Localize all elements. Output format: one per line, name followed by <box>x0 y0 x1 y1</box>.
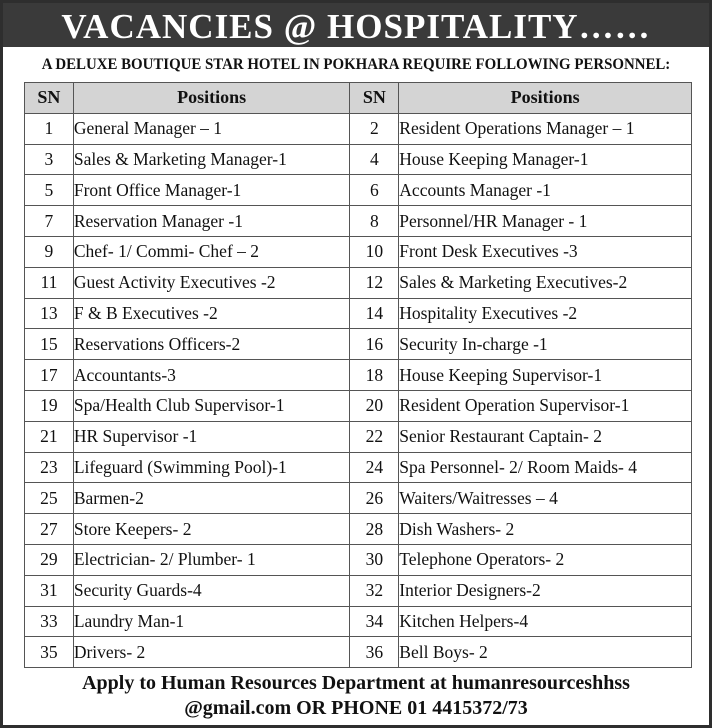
position-cell: Electrician- 2/ Plumber- 1 <box>73 544 350 575</box>
table-row <box>25 175 692 206</box>
table-row <box>25 514 692 545</box>
sn-cell: 7 <box>25 206 74 237</box>
position-cell: Hospitality Executives -2 <box>399 298 692 329</box>
sn-cell: 10 <box>350 236 399 267</box>
sn-cell: 22 <box>350 421 399 452</box>
position-cell: Interior Designers-2 <box>399 575 692 606</box>
vacancies-table <box>24 82 692 668</box>
sn-cell: 3 <box>25 144 74 175</box>
position-cell: General Manager – 1 <box>73 113 350 144</box>
sn-cell: 28 <box>350 514 399 545</box>
sn-cell: 18 <box>350 360 399 391</box>
position-cell: Dish Washers- 2 <box>399 514 692 545</box>
position-cell: Laundry Man-1 <box>73 606 350 637</box>
footer-line-2: @gmail.com OR PHONE 01 4415372/73 <box>184 697 528 719</box>
sn-cell: 24 <box>350 452 399 483</box>
position-cell: Chef- 1/ Commi- Chef – 2 <box>73 236 350 267</box>
position-cell: Kitchen Helpers-4 <box>399 606 692 637</box>
position-cell: Reservations Officers-2 <box>73 329 350 360</box>
position-cell: Reservation Manager -1 <box>73 206 350 237</box>
table-row <box>25 144 692 175</box>
contact-footer <box>3 671 709 721</box>
table-row <box>25 575 692 606</box>
position-cell: Sales & Marketing Executives-2 <box>399 267 692 298</box>
position-cell: Security Guards-4 <box>73 575 350 606</box>
position-cell: Personnel/HR Manager - 1 <box>399 206 692 237</box>
sn-cell: 23 <box>25 452 74 483</box>
sn-cell: 9 <box>25 236 74 267</box>
sn-cell: 33 <box>25 606 74 637</box>
position-cell: Waiters/Waitresses – 4 <box>399 483 692 514</box>
table-row <box>25 113 692 144</box>
position-cell: Guest Activity Executives -2 <box>73 267 350 298</box>
table-row <box>25 298 692 329</box>
position-cell: Spa Personnel- 2/ Room Maids- 4 <box>399 452 692 483</box>
position-cell: Sales & Marketing Manager-1 <box>73 144 350 175</box>
sn-cell: 20 <box>350 390 399 421</box>
table-row <box>25 421 692 452</box>
sn-cell: 4 <box>350 144 399 175</box>
position-cell: F & B Executives -2 <box>73 298 350 329</box>
position-cell: Bell Boys- 2 <box>399 637 692 668</box>
table-row <box>25 483 692 514</box>
table-header-row <box>25 83 692 114</box>
position-cell: Security In-charge -1 <box>399 329 692 360</box>
sn-cell: 30 <box>350 544 399 575</box>
header-sn: SN <box>25 83 74 114</box>
position-cell: Store Keepers- 2 <box>73 514 350 545</box>
position-cell: Telephone Operators- 2 <box>399 544 692 575</box>
position-cell: Barmen-2 <box>73 483 350 514</box>
position-cell: Accountants-3 <box>73 360 350 391</box>
sn-cell: 21 <box>25 421 74 452</box>
header-positions: Positions <box>399 83 692 114</box>
header-positions: Positions <box>73 83 350 114</box>
sn-cell: 15 <box>25 329 74 360</box>
sn-cell: 13 <box>25 298 74 329</box>
sn-cell: 12 <box>350 267 399 298</box>
position-cell: Accounts Manager -1 <box>399 175 692 206</box>
sn-cell: 2 <box>350 113 399 144</box>
sn-cell: 1 <box>25 113 74 144</box>
page-title: VACANCIES @ HOSPITALITY…… <box>3 3 709 47</box>
position-cell: Spa/Health Club Supervisor-1 <box>73 390 350 421</box>
table-row <box>25 236 692 267</box>
position-cell: HR Supervisor -1 <box>73 421 350 452</box>
footer-line-1: Apply to Human Resources Department at humanresourceshhss <box>82 672 630 694</box>
position-cell: House Keeping Manager-1 <box>399 144 692 175</box>
sn-cell: 36 <box>350 637 399 668</box>
sn-cell: 8 <box>350 206 399 237</box>
position-cell: Front Desk Executives -3 <box>399 236 692 267</box>
sn-cell: 29 <box>25 544 74 575</box>
sn-cell: 32 <box>350 575 399 606</box>
header-sn: SN <box>350 83 399 114</box>
position-cell: Drivers- 2 <box>73 637 350 668</box>
position-cell: Front Office Manager-1 <box>73 175 350 206</box>
sn-cell: 31 <box>25 575 74 606</box>
table-row <box>25 360 692 391</box>
table-row <box>25 390 692 421</box>
sn-cell: 6 <box>350 175 399 206</box>
position-cell: House Keeping Supervisor-1 <box>399 360 692 391</box>
table-row <box>25 267 692 298</box>
position-cell: Resident Operation Supervisor-1 <box>399 390 692 421</box>
sn-cell: 25 <box>25 483 74 514</box>
position-cell: Resident Operations Manager – 1 <box>399 113 692 144</box>
sn-cell: 34 <box>350 606 399 637</box>
subtitle: A DELUXE BOUTIQUE STAR HOTEL IN POKHARA REQUIRE FOLLOWING PERSONNEL: <box>41 56 671 73</box>
sn-cell: 14 <box>350 298 399 329</box>
table-row <box>25 206 692 237</box>
sn-cell: 27 <box>25 514 74 545</box>
table-row <box>25 606 692 637</box>
position-cell: Lifeguard (Swimming Pool)-1 <box>73 452 350 483</box>
sn-cell: 35 <box>25 637 74 668</box>
position-cell: Senior Restaurant Captain- 2 <box>399 421 692 452</box>
sn-cell: 19 <box>25 390 74 421</box>
sn-cell: 5 <box>25 175 74 206</box>
table-row <box>25 329 692 360</box>
sn-cell: 11 <box>25 267 74 298</box>
sn-cell: 17 <box>25 360 74 391</box>
table-row <box>25 637 692 668</box>
sn-cell: 16 <box>350 329 399 360</box>
table-row <box>25 544 692 575</box>
table-row <box>25 452 692 483</box>
sn-cell: 26 <box>350 483 399 514</box>
